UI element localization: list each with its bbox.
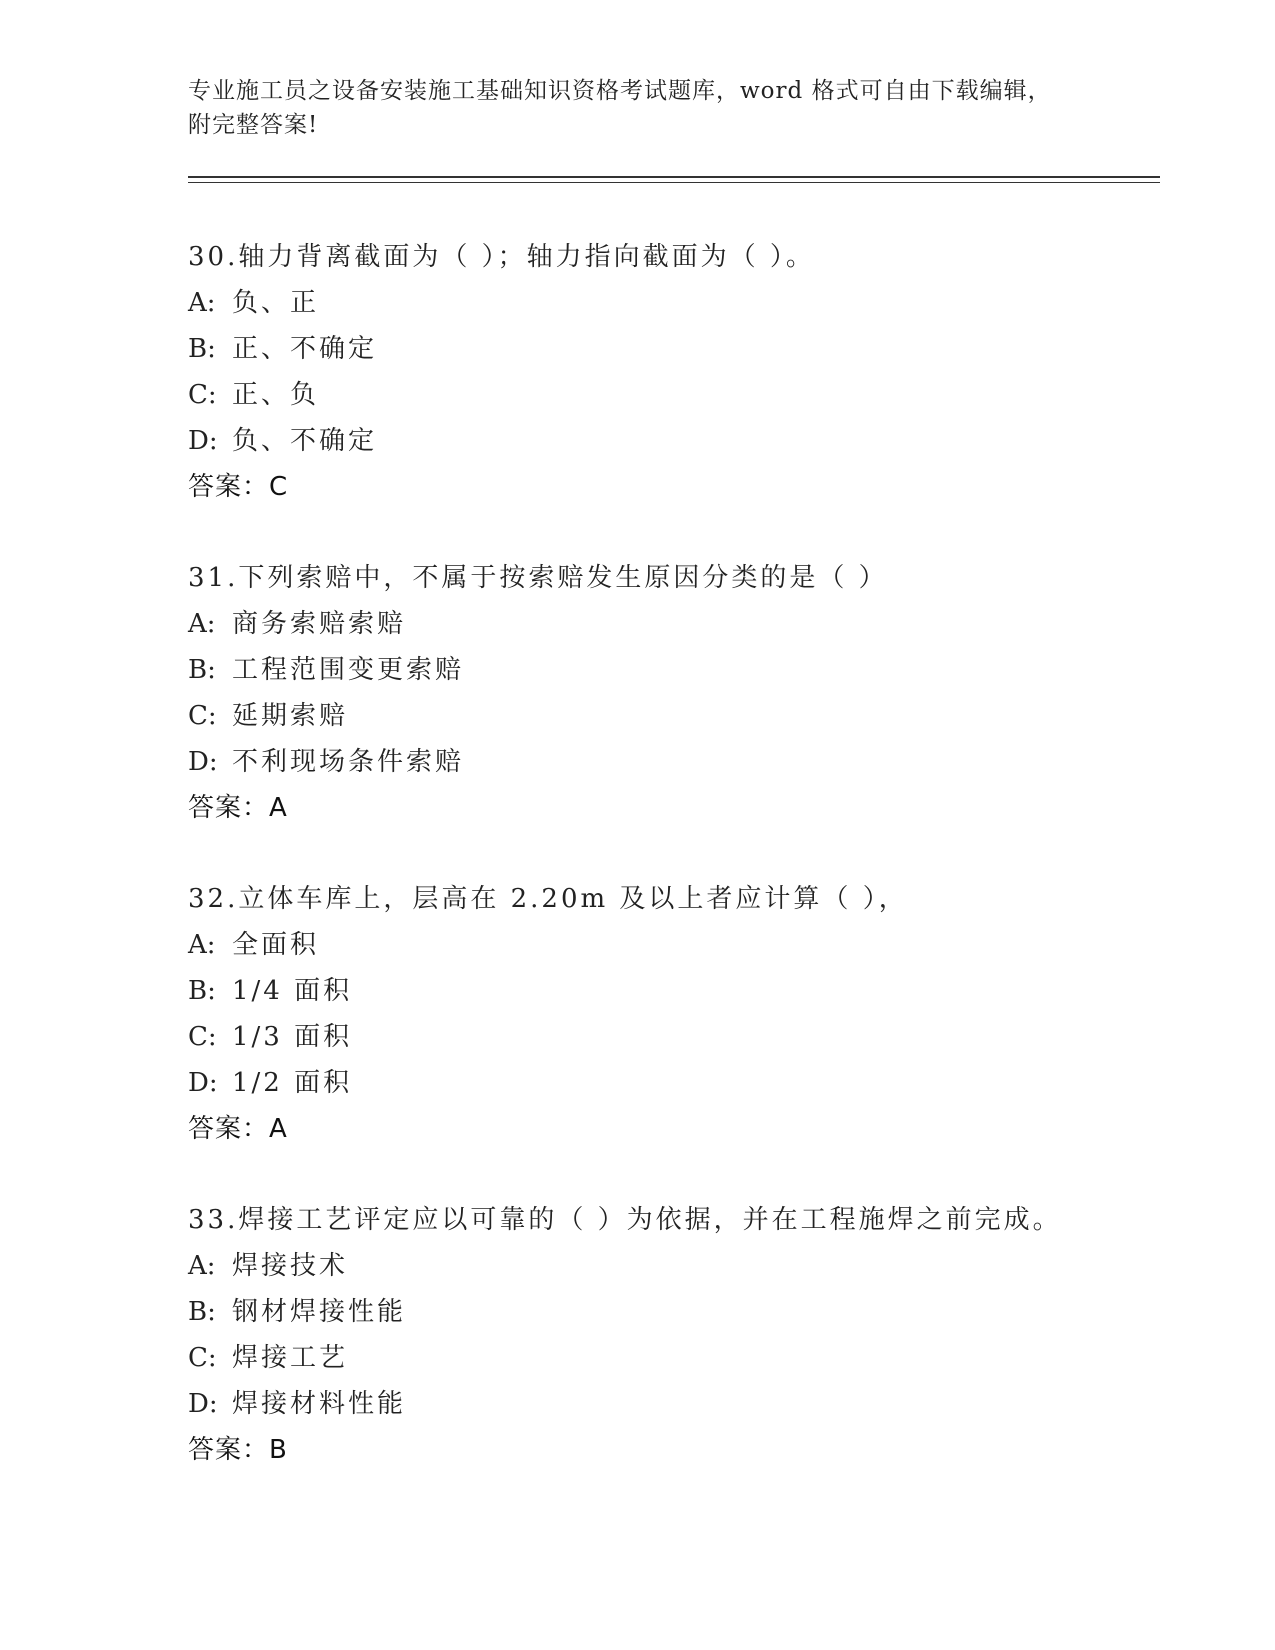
option-b bbox=[188, 1289, 1168, 1335]
answer-line: 答案：A bbox=[188, 793, 288, 823]
answer-line: 答案：A bbox=[188, 1114, 288, 1144]
option-label: D: bbox=[188, 1068, 218, 1098]
option-label: B: bbox=[188, 655, 216, 685]
option-d bbox=[188, 1381, 1168, 1427]
option-text: 1/3 面积 bbox=[232, 1022, 353, 1052]
question-stem: 32.立体车库上，层高在 2.20m 及以上者应计算（ ）， bbox=[188, 884, 908, 914]
option-label: A: bbox=[188, 1251, 216, 1281]
option-text: 工程范围变更索赔 bbox=[232, 655, 465, 685]
header-line-1: 专业施工员之设备安装施工基础知识资格考试题库，word 格式可自由下载编辑， bbox=[188, 78, 1052, 104]
answer-line: 答案：B bbox=[188, 1435, 288, 1465]
header-divider-top bbox=[188, 176, 1160, 178]
option-text: 全面积 bbox=[232, 930, 320, 960]
question-33 bbox=[188, 1197, 1168, 1473]
option-label: A: bbox=[188, 288, 216, 318]
option-text: 正、不确定 bbox=[232, 334, 378, 364]
option-text: 焊接技术 bbox=[232, 1251, 349, 1281]
option-d bbox=[188, 418, 1168, 464]
option-label: C: bbox=[188, 380, 217, 410]
option-d bbox=[188, 739, 1168, 785]
option-a bbox=[188, 280, 1168, 326]
option-text: 正、负 bbox=[232, 380, 320, 410]
option-label: C: bbox=[188, 1343, 217, 1373]
header-divider-bottom bbox=[188, 182, 1160, 183]
question-stem: 33.焊接工艺评定应以可靠的（ ）为依据，并在工程施焊之前完成。 bbox=[188, 1205, 1062, 1235]
option-a bbox=[188, 1243, 1168, 1289]
option-label: B: bbox=[188, 976, 216, 1006]
option-c bbox=[188, 1335, 1168, 1381]
option-c bbox=[188, 693, 1168, 739]
option-text: 不利现场条件索赔 bbox=[232, 747, 465, 777]
option-text: 延期索赔 bbox=[232, 701, 349, 731]
option-label: A: bbox=[188, 930, 216, 960]
option-a bbox=[188, 922, 1168, 968]
answer-line: 答案：C bbox=[188, 472, 289, 502]
option-label: B: bbox=[188, 334, 216, 364]
option-b bbox=[188, 968, 1168, 1014]
option-text: 负、不确定 bbox=[232, 426, 378, 456]
option-label: C: bbox=[188, 701, 217, 731]
option-label: D: bbox=[188, 747, 218, 777]
option-label: D: bbox=[188, 426, 218, 456]
option-text: 钢材焊接性能 bbox=[232, 1297, 407, 1327]
option-a bbox=[188, 601, 1168, 647]
question-stem: 30.轴力背离截面为（ ）；轴力指向截面为（ ）。 bbox=[188, 242, 815, 272]
option-label: A: bbox=[188, 609, 216, 639]
option-text: 负、正 bbox=[232, 288, 320, 318]
option-d bbox=[188, 1060, 1168, 1106]
option-label: B: bbox=[188, 1297, 216, 1327]
question-stem: 31.下列索赔中，不属于按索赔发生原因分类的是（ ） bbox=[188, 563, 888, 593]
question-32 bbox=[188, 876, 1168, 1152]
header-line-2: 附完整答案! bbox=[188, 112, 319, 138]
option-label: C: bbox=[188, 1022, 217, 1052]
option-label: D: bbox=[188, 1389, 218, 1419]
question-30 bbox=[188, 234, 1168, 510]
option-text: 焊接工艺 bbox=[232, 1343, 349, 1373]
option-b bbox=[188, 647, 1168, 693]
question-31 bbox=[188, 555, 1168, 831]
option-c bbox=[188, 1014, 1168, 1060]
option-text: 焊接材料性能 bbox=[232, 1389, 407, 1419]
document-header bbox=[188, 74, 1088, 142]
option-text: 1/4 面积 bbox=[232, 976, 353, 1006]
option-text: 1/2 面积 bbox=[232, 1068, 353, 1098]
option-b bbox=[188, 326, 1168, 372]
option-c bbox=[188, 372, 1168, 418]
option-text: 商务索赔索赔 bbox=[232, 609, 407, 639]
